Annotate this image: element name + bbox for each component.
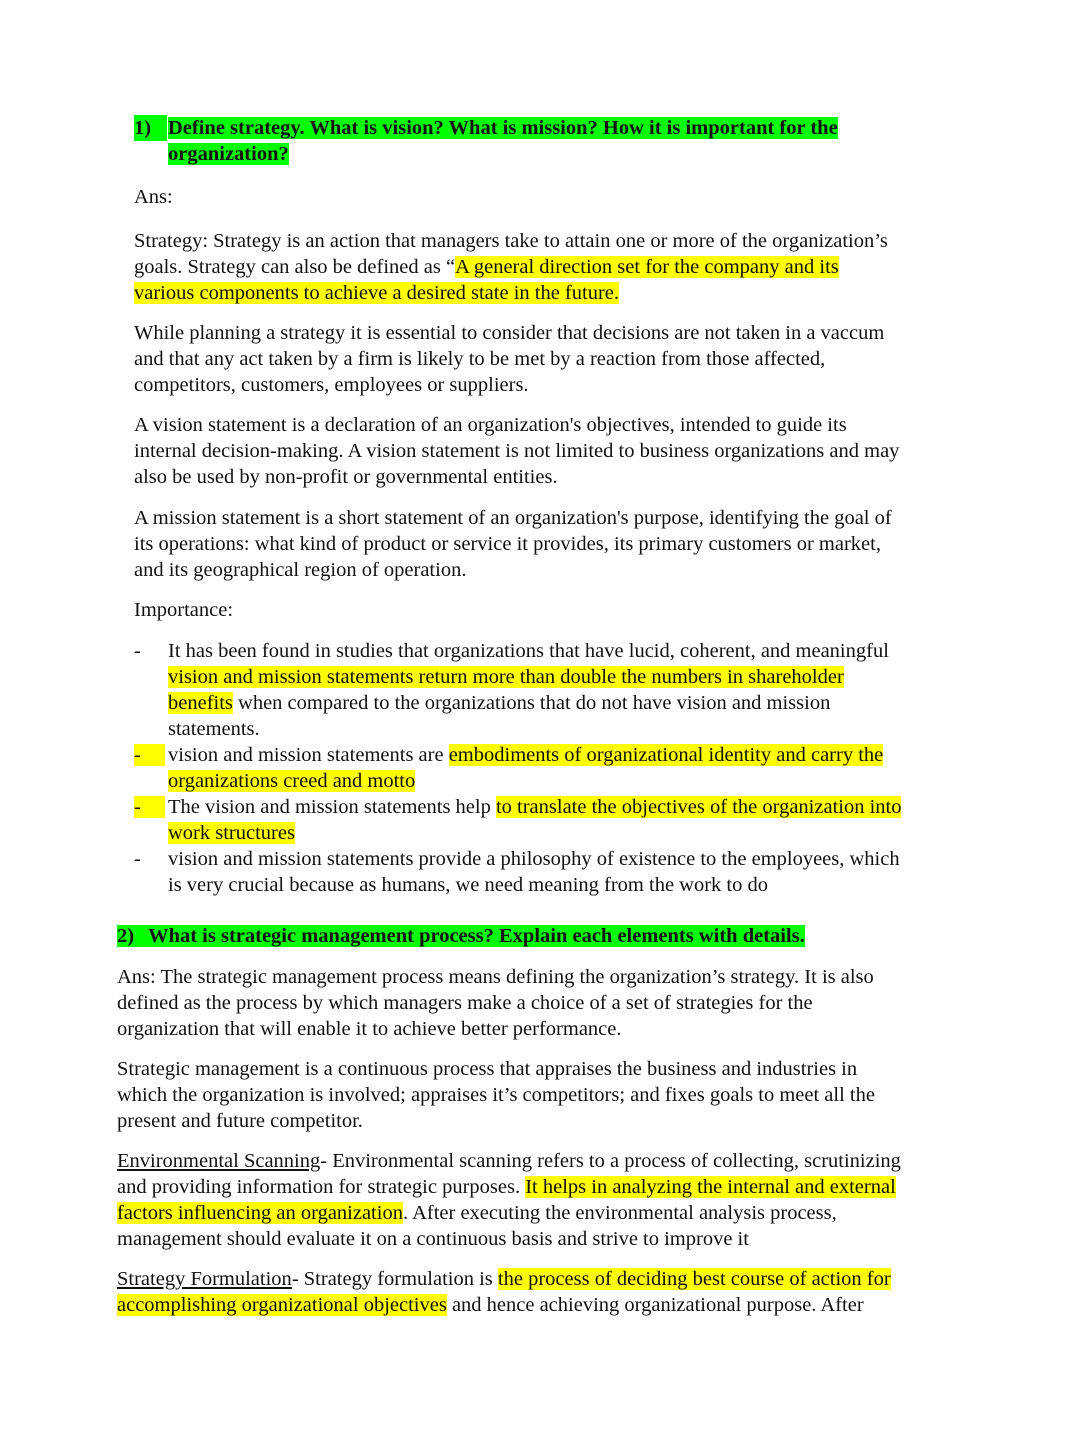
env-line-1: - Environmental scanning refers to a process of collecting, scrutinizing bbox=[320, 1150, 901, 1172]
env-line-3: . After executing the environmental analysis process, bbox=[402, 1202, 837, 1224]
list-item bbox=[134, 846, 994, 898]
form-highlight: the process of deciding best course of action for bbox=[497, 1268, 891, 1290]
bullet-2-highlight: embodiments of organizational identity and carry the bbox=[448, 744, 884, 766]
bullet-1-highlight-2: benefits bbox=[168, 692, 233, 714]
form-highlight-2: accomplishing organizational objectives bbox=[117, 1294, 447, 1316]
vision-paragraph bbox=[134, 412, 899, 490]
strategy-formulation-term: Strategy Formulation bbox=[117, 1268, 292, 1290]
answer-2-line-2: defined as the process by which managers make a choice of a set of strategies for the bbox=[117, 992, 813, 1014]
env-line-4: management should evaluate it on a continuous basis and strive to improve it bbox=[117, 1228, 749, 1250]
bullet-2-highlight-2: organizations creed and motto bbox=[168, 770, 416, 792]
strategy-line-1: Strategy: Strategy is an action that managers take to attain one or more of the organization’s bbox=[134, 230, 888, 252]
bullet-3-highlight: to translate the objectives of the organization into bbox=[495, 796, 902, 818]
mission-line-2: its operations: what kind of product or service it provides, its primary customers or market, bbox=[134, 533, 881, 555]
planning-paragraph bbox=[134, 320, 884, 398]
bullet-dash: - bbox=[134, 796, 165, 818]
env-highlight-2: factors influencing an organization bbox=[117, 1202, 403, 1224]
bullet-1-line-4: statements. bbox=[168, 718, 260, 740]
importance-label: Importance: bbox=[134, 599, 234, 621]
bullet-3-highlight-2: work structures bbox=[168, 822, 295, 844]
env-line-2: and providing information for strategic purposes. bbox=[117, 1176, 526, 1198]
question-2-number: 2) bbox=[117, 925, 148, 947]
question-1-heading bbox=[134, 115, 934, 167]
strategy-formulation-paragraph bbox=[117, 1266, 891, 1318]
question-1-number: 1) bbox=[134, 115, 167, 141]
strategy-highlight-1: A general direction set for the company and its bbox=[455, 256, 839, 278]
bullet-2-line-1: vision and mission statements are bbox=[168, 744, 449, 766]
planning-line-3: competitors, customers, employees or suppliers. bbox=[134, 374, 529, 396]
bullet-dash: - bbox=[134, 848, 141, 870]
mission-paragraph bbox=[134, 505, 892, 583]
question-2-title: What is strategic management process? Explain each elements with details. bbox=[148, 925, 805, 947]
planning-line-2: and that any act taken by a firm is likely to be met by a reaction from those affected, bbox=[134, 348, 826, 370]
env-highlight: It helps in analyzing the internal and external bbox=[525, 1176, 896, 1198]
continuous-line-3: present and future competitor. bbox=[117, 1110, 363, 1132]
answer-2-paragraph bbox=[117, 964, 874, 1042]
answer-2-line-3: organization that will enable it to achieve better performance. bbox=[117, 1018, 622, 1040]
bullet-dash: - bbox=[134, 744, 165, 766]
vision-line-1: A vision statement is a declaration of an organization's objectives, intended to guide its bbox=[134, 414, 847, 436]
list-item bbox=[134, 742, 994, 794]
vision-line-3: also be used by non-profit or governmental entities. bbox=[134, 466, 558, 488]
question-1-title-line-1: Define strategy. What is vision? What is mission? How it is important for the bbox=[168, 117, 838, 139]
bullet-4-line-2: is very crucial because as humans, we need meaning from the work to do bbox=[168, 874, 768, 896]
bullet-1-line-3: when compared to the organizations that do not have vision and mission bbox=[232, 692, 831, 714]
answer-1-label: Ans: bbox=[134, 186, 173, 208]
answer-2-line-1: Ans: The strategic management process means defining the organization’s strategy. It is also bbox=[117, 966, 874, 988]
continuous-line-2: which the organization is involved; appraises it’s competitors; and fixes goals to meet all the bbox=[117, 1084, 875, 1106]
importance-list bbox=[134, 638, 994, 898]
form-line-2: and hence achieving organizational purpose. After bbox=[446, 1294, 864, 1316]
continuous-line-1: Strategic management is a continuous process that appraises the business and industries in bbox=[117, 1058, 858, 1080]
mission-line-3: and its geographical region of operation. bbox=[134, 559, 467, 581]
continuous-paragraph bbox=[117, 1056, 875, 1134]
bullet-1-highlight: vision and mission statements return more than double the numbers in shareholder bbox=[168, 666, 844, 688]
question-1-title-line-2: organization? bbox=[168, 143, 289, 165]
environmental-scanning-paragraph bbox=[117, 1148, 901, 1252]
environmental-scanning-term: Environmental Scanning bbox=[117, 1150, 321, 1172]
vision-line-2: internal decision-making. A vision statement is not limited to business organizations and may bbox=[134, 440, 900, 462]
bullet-1-line-1: It has been found in studies that organizations that have lucid, coherent, and meaningful bbox=[168, 640, 889, 662]
bullet-dash: - bbox=[134, 640, 141, 662]
strategy-paragraph bbox=[134, 228, 888, 306]
question-2-heading bbox=[117, 923, 805, 949]
bullet-3-line-1: The vision and mission statements help bbox=[168, 796, 496, 818]
form-line-1: - Strategy formulation is bbox=[291, 1268, 498, 1290]
strategy-line-2a: goals. Strategy can also be defined as “ bbox=[134, 256, 456, 278]
list-item bbox=[134, 638, 994, 742]
mission-line-1: A mission statement is a short statement of an organization's purpose, identifying the goal of bbox=[134, 507, 892, 529]
bullet-4-line-1: vision and mission statements provide a philosophy of existence to the employees, which bbox=[168, 848, 900, 870]
strategy-highlight-2: various components to achieve a desired state in the future. bbox=[134, 282, 620, 304]
planning-line-1: While planning a strategy it is essential to consider that decisions are not taken in a vaccum bbox=[134, 322, 885, 344]
list-item bbox=[134, 794, 994, 846]
